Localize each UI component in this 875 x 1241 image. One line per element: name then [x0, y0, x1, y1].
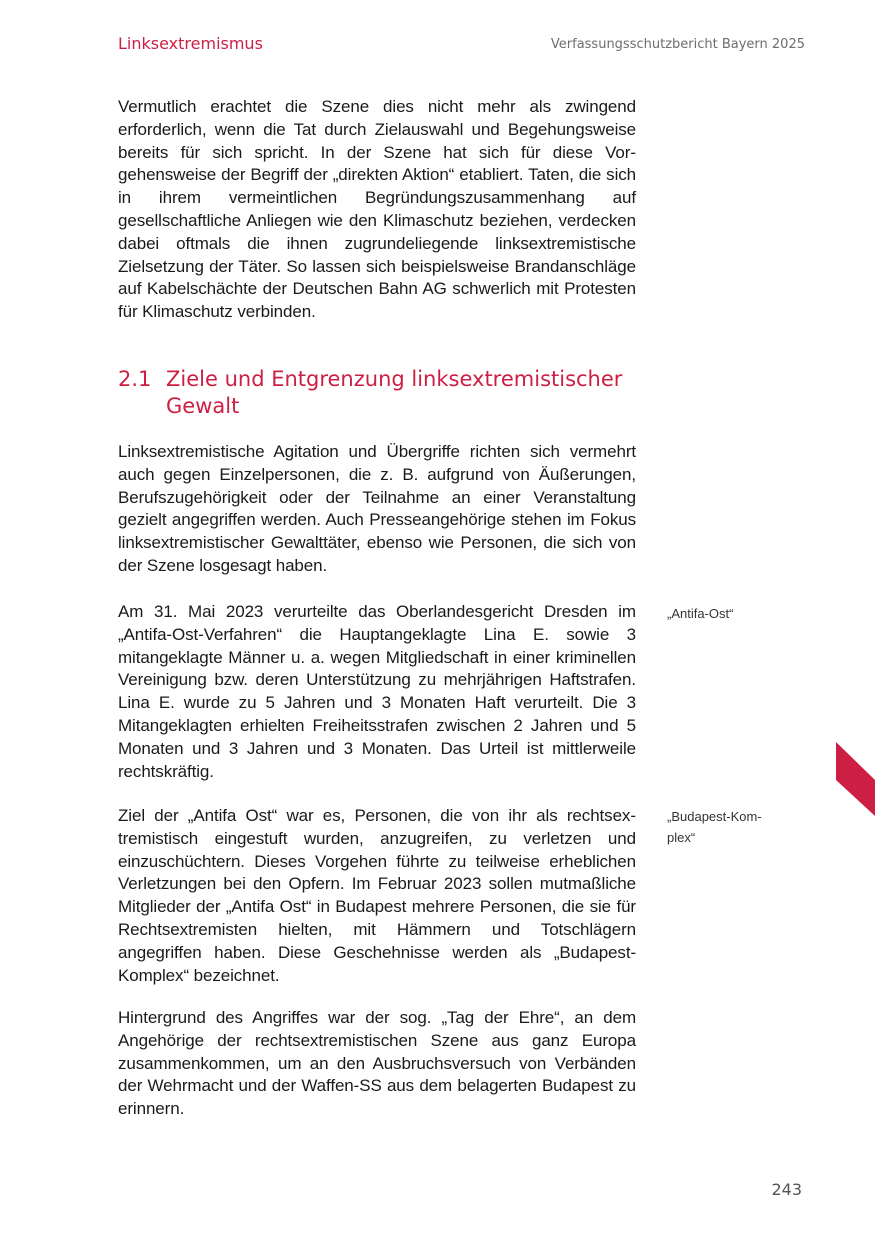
- section-heading-number: 2.1: [118, 367, 152, 391]
- paragraph-block-2: [118, 601, 636, 783]
- paragraph-block-3: [118, 805, 636, 987]
- chapter-tab-marker: [836, 742, 875, 816]
- paragraph-block-1: [118, 441, 636, 578]
- running-header-report-title: Verfassungsschutzbericht Bayern 2025: [550, 37, 805, 52]
- paragraph-antifa-ost-goals: Ziel der „Antifa Ost“ war es, Personen, die von ihr als rechtsextremistisch eingestuft wurden, anzugreifen, zu verletzen und einzuschüchtern. Dieses Vorgehen führte zu teilweise erheblichen Verletzungen bei den Opfern. Im Februar 2023 sollen mutmaßliche Mitglieder der „Antifa Ost“ in Budapest mehrere Personen, die sie für Rechtsextremisten hielten, mit Hämmern und Totschlägern angegriffen haben. Diese Geschehnisse werden als „Budapest-Komplex“ bezeichnet.: [118, 806, 636, 985]
- margin-note-budapest-komplex: „Budapest-Komplex“: [667, 809, 762, 845]
- section-heading-line-2: Gewalt: [166, 394, 240, 418]
- paragraph-tag-der-ehre: Hintergrund des Angriffes war der sog. „Tag der Ehre“, an dem Angehörige der rechtsextremistischen Szene aus ganz Europa zusammenkommen, um an den Ausbruchsversuch von Verbänden der Wehrmacht und der Waffen-SS aus dem belagerten Budapest zu erinnern.: [118, 1008, 636, 1119]
- intro-paragraph: Vermutlich erachtet die Szene dies nicht mehr als zwingend erforderlich, wenn die Tat durch Zielauswahl und Begehungsweise bereits für sich spricht. In der Szene hat sich für diese Vorgehensweise der Begriff der „direkten Aktion“ etabliert. Taten, die sich in ihrem vermeintlichen Begründungszusammenhang auf gesellschaftliche Anliegen wie den Klimaschutz beziehen, verdecken dabei oftmals die ihnen zugrundeliegende linksextremistische Zielsetzung der Täter. So lassen sich beispielsweise Brandanschläge auf Kabelschächte der Deutschen Bahn AG schwerlich mit Protesten für Klimaschutz verbinden.: [118, 97, 636, 322]
- intro-paragraph-block: [118, 96, 636, 324]
- running-header-section: Linksextremismus: [118, 34, 263, 53]
- section-heading-line-1: Ziele und Entgrenzung linksextremistischer: [166, 367, 623, 391]
- paragraph-block-4: [118, 1007, 636, 1121]
- margin-note-antifa-ost: „Antifa-Ost“: [667, 606, 734, 621]
- section-heading: [118, 366, 648, 420]
- paragraph-antifa-ost-verdict: Am 31. Mai 2023 verurteilte das Oberlandesgericht Dresden im „Antifa-Ost-Verfahren“ die Hauptangeklagte Lina E. sowie 3 mitangeklagte Männer u. a. wegen Mitgliedschaft in einer kriminellen Vereinigung bzw. deren Unterstützung zu mehrjährigen Haftstrafen. Lina E. wurde zu 5 Jahren und 3 Monaten Haft verurteilt. Die 3 Mitangeklagten erhielten Freiheitsstrafen zwischen 2 Jahren und 5 Monaten und 3 Jahren und 3 Monaten. Das Urteil ist mittlerweile rechtskräftig.: [118, 602, 636, 781]
- page-number: 243: [771, 1180, 802, 1199]
- paragraph-agitation: Linksextremistische Agitation und Übergriffe richten sich vermehrt auch gegen Einzelpersonen, die z. B. aufgrund von Äußerungen, Berufszugehörigkeit oder der Teilnahme an einer Veranstaltung gezielt angegriffen werden. Auch Presseangehörige stehen im Fokus linksextremistischer Gewalttäter, ebenso wie Personen, die sich von der Szene losgesagt haben.: [118, 442, 636, 575]
